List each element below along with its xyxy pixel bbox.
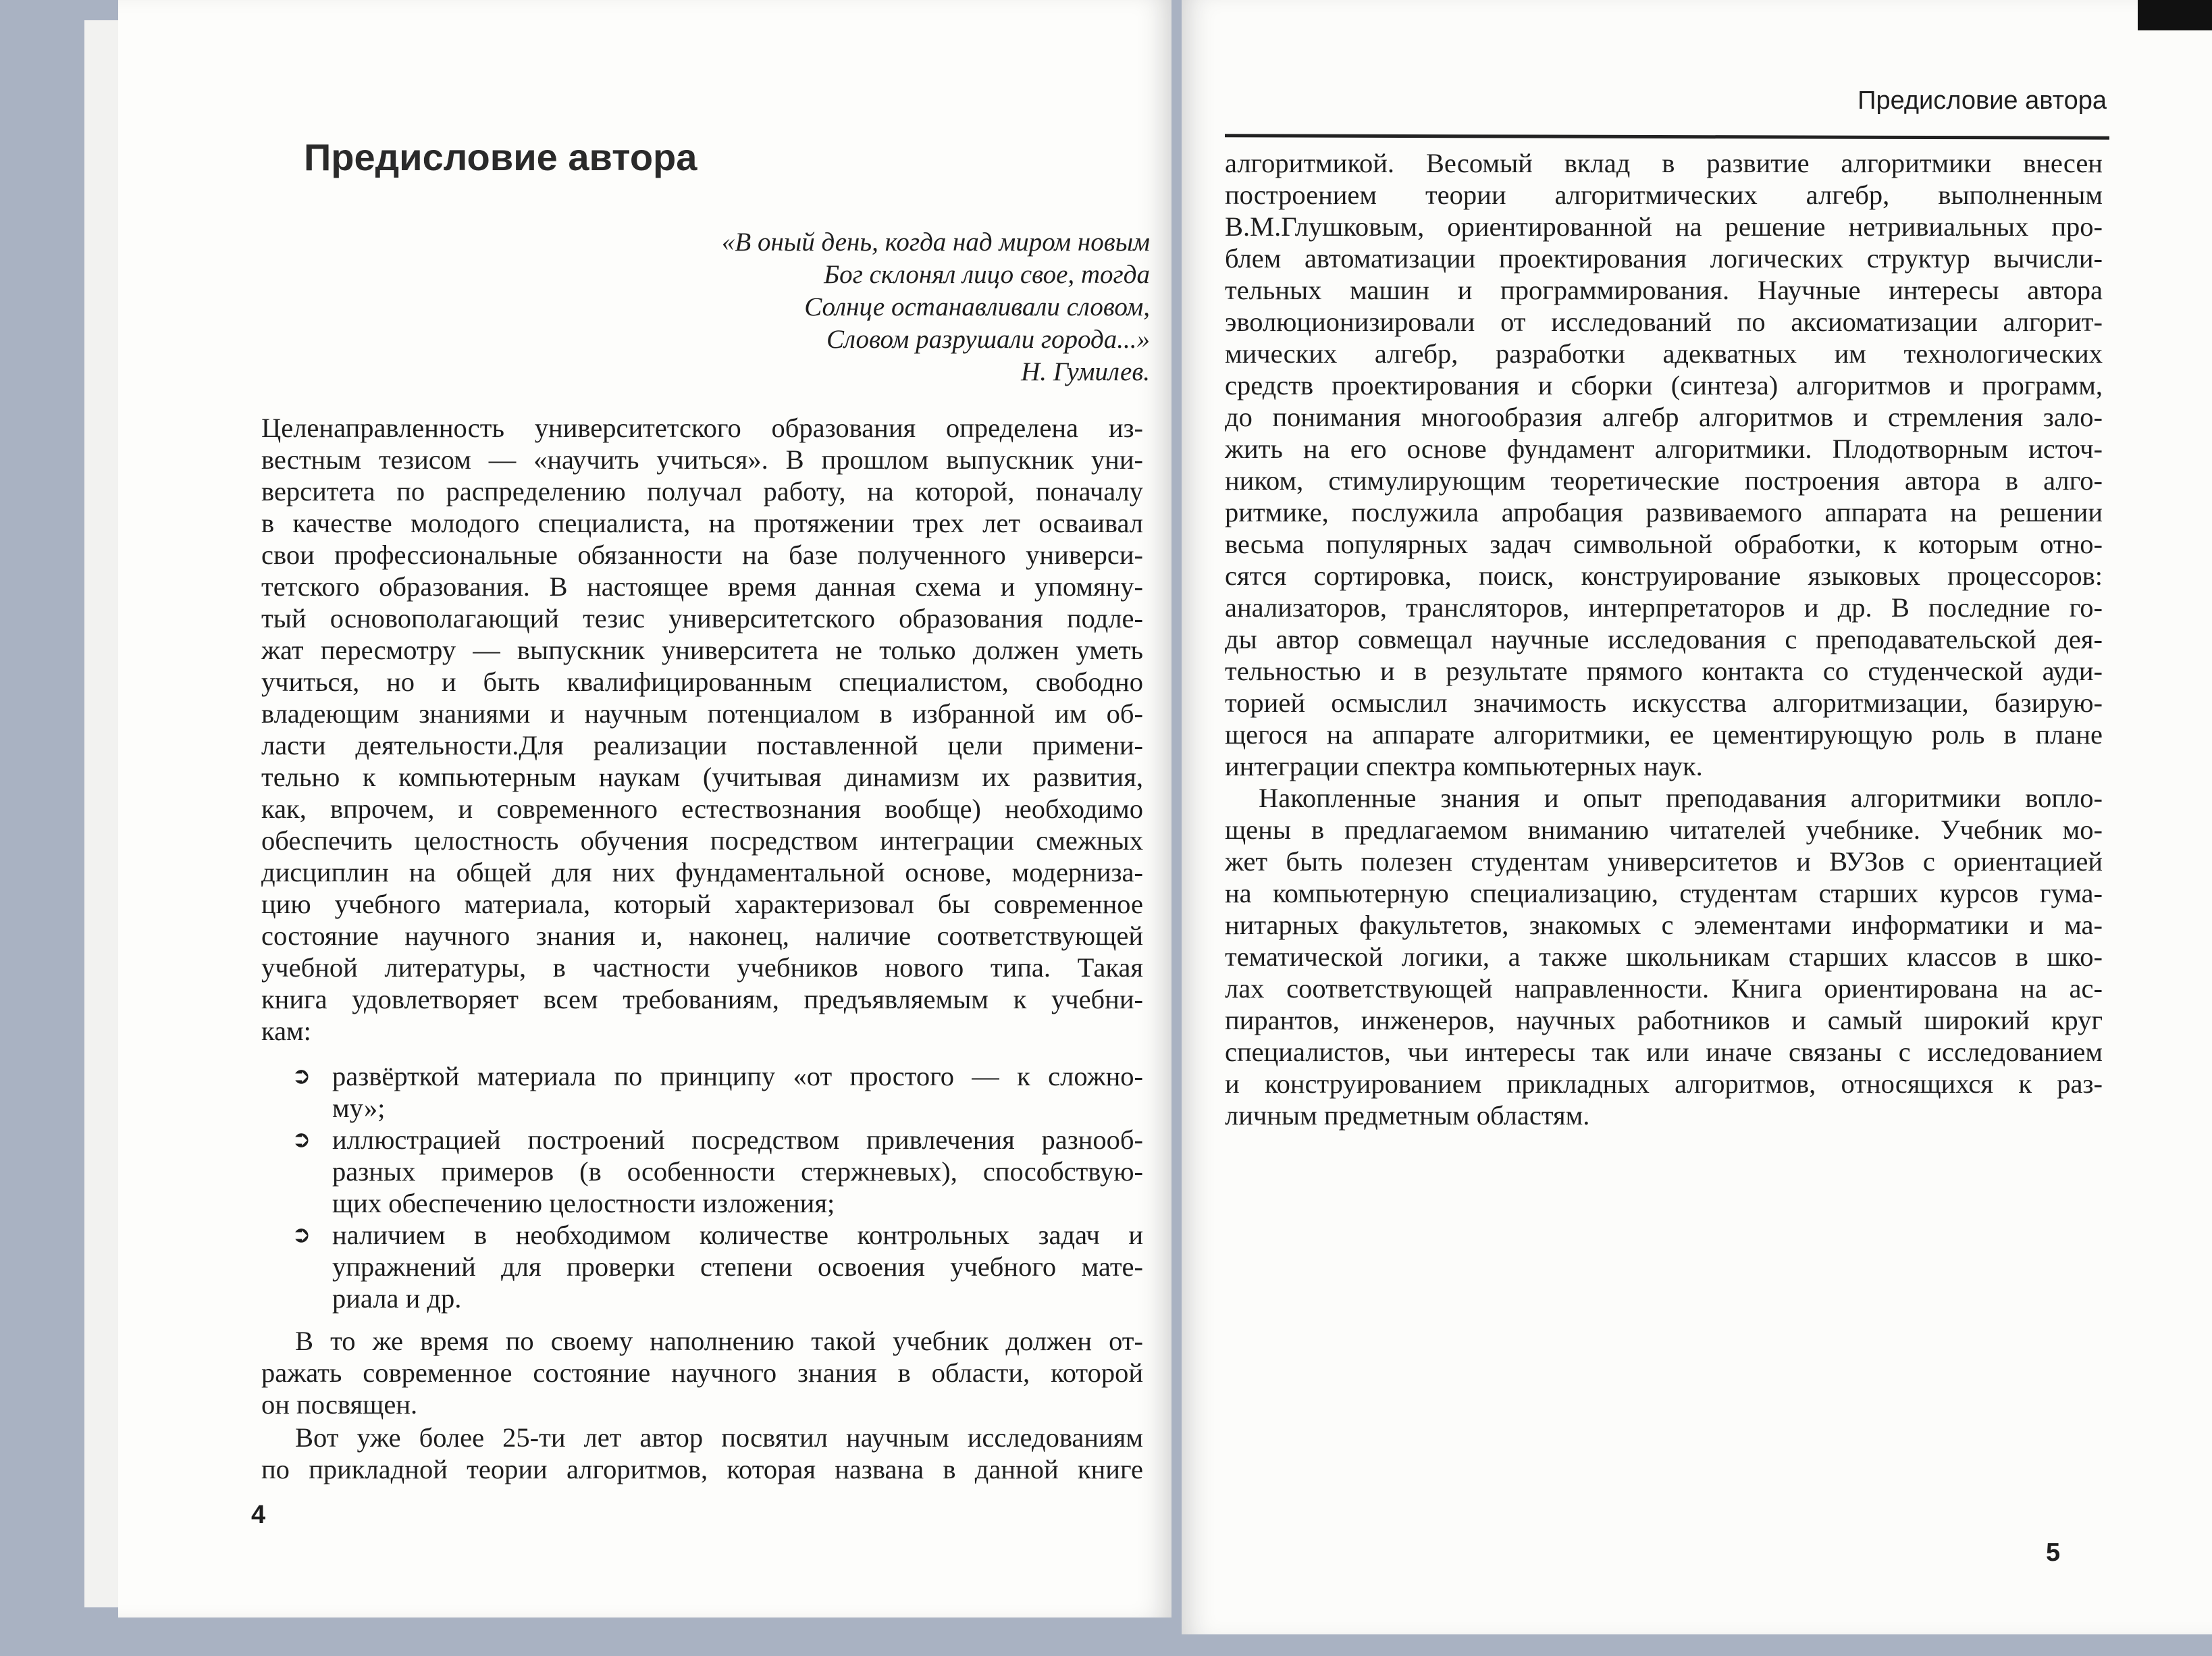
text-line: лах соответствующей направленности. Книга ориентирована на ас-	[1225, 973, 2103, 1004]
running-head: Предисловие автора	[1858, 86, 2107, 115]
text-line: до понимания многообразия алгебр алгоритмов и стремления зало-	[1225, 402, 2103, 432]
text-line: как, впрочем, и современного естествознания вообще) необходимо	[261, 794, 1143, 824]
text-line: вестным тезисом — «научить учиться». В прошлом выпускник уни-	[261, 444, 1143, 475]
text-line: тельностью и в результате прямого контакта со студенческой ауди-	[1225, 656, 2103, 686]
text-line: тетского образования. В настоящее время данная схема и упомяну-	[261, 571, 1143, 602]
scan-corner	[2138, 0, 2212, 30]
arrow-circle-icon: ➲	[292, 1062, 311, 1089]
paragraph	[261, 1325, 1143, 1420]
text-line: личным предметным областям.	[1225, 1100, 1590, 1131]
epigraph-line: Солнце останавливали словом,	[804, 292, 1150, 321]
text-line: он посвящен.	[261, 1389, 418, 1420]
bullet-item	[261, 1124, 1143, 1219]
text-line: разных примеров (в особенности стержневых), способствую-	[332, 1156, 1143, 1187]
epigraph-line: Словом разрушали города...»	[826, 325, 1150, 354]
text-line: специалистов, чьи интересы так или иначе связаны с исследованием	[1225, 1037, 2103, 1067]
text-line: жить на его основе фундамент алгоритмики. Плодотворным источ-	[1225, 434, 2103, 464]
text-line: нитарных факультетов, знакомых с элементами информатики и ма-	[1225, 910, 2103, 940]
text-line: ласти деятельности.Для реализации поставленной цели примени-	[261, 730, 1143, 760]
epigraph-line: Бог склонял лицо свое, тогда	[824, 260, 1150, 289]
text-line: верситета по распределению получал работу, на которой, поначалу	[261, 476, 1143, 507]
text-line: Накопленные знания и опыт преподавания алгоритмики вопло-	[1259, 783, 2103, 813]
text-line: пирантов, инженеров, научных работников и самый широкий круг	[1225, 1005, 2103, 1035]
paragraph	[261, 1422, 1143, 1485]
text-line: дисциплин на общей для них фундаментальной основе, модерниза-	[261, 857, 1143, 887]
text-line: иллюстрацией построений посредством привлечения разнооб-	[332, 1124, 1143, 1155]
text-line: наличием в необходимом количестве контрольных задач и	[332, 1220, 1143, 1250]
text-line: Целенаправленность университетского образования определена из-	[261, 413, 1143, 443]
text-line: тельных машин и программирования. Научные интересы автора	[1225, 275, 2103, 305]
text-line: Вот уже более 25-ти лет автор посвятил научным исследованиям	[295, 1422, 1143, 1453]
text-line: му»;	[332, 1093, 386, 1123]
text-line: тематической логики, а также школьникам старших классов в шко-	[1225, 941, 2103, 972]
text-line: щегося на аппарате алгоритмики, ее цементирующую роль в плане	[1225, 719, 2103, 750]
text-line: обеспечить целостность обучения посредством интеграции смежных	[261, 825, 1143, 856]
paragraph	[332, 1219, 1143, 1314]
text-line: ды автор совмещал научные исследования с преподавательской дея-	[1225, 624, 2103, 654]
text-line: ритмике, послужила апробация развиваемого аппарата на решении	[1225, 497, 2103, 527]
paragraph	[261, 412, 1143, 1047]
text-line: сятся сортировка, поиск, конструирование языковых процессоров:	[1225, 561, 2103, 591]
text-line: средств проектирования и сборки (синтеза) алгоритмов и программ,	[1225, 370, 2103, 400]
text-line: цию учебного материала, который характеризовал бы современное	[261, 889, 1143, 919]
paragraph	[1225, 782, 2103, 1131]
text-line: состояние научного знания и, наконец, наличие соответствующей	[261, 921, 1143, 951]
page-number-right: 5	[2046, 1538, 2061, 1567]
text-line: мических алгебр, разработки адекватных им технологических	[1225, 338, 2103, 369]
text-line: упражнений для проверки степени освоения учебного мате-	[332, 1251, 1143, 1282]
text-line: анализаторов, трансляторов, интерпретаторов и др. В последние го-	[1225, 592, 2103, 623]
text-line: В.М.Глушковым, ориентированной на решение нетривиальных про-	[1225, 211, 2103, 242]
epigraph-line: «В оный день, когда над миром новым	[721, 228, 1150, 257]
right-text-column	[1225, 147, 2103, 1131]
epigraph	[722, 226, 1150, 388]
text-line: ником, стимулирующим теоретические построения автора в алго-	[1225, 465, 2103, 496]
text-line: в качестве молодого специалиста, на протяжении трех лет осваивал	[261, 508, 1143, 538]
text-line: торией осмыслил значимость искусства алгоритмизации, базирую-	[1225, 688, 2103, 718]
text-line: щих обеспечению целостности изложения;	[332, 1188, 835, 1218]
text-line: В то же время по своему наполнению такой учебник должен от-	[295, 1326, 1143, 1356]
bullet-list	[261, 1060, 1143, 1314]
text-line: тельно к компьютерным наукам (учитывая динамизм их развития,	[261, 762, 1143, 792]
text-line: блем автоматизации проектирования логических структур вычисли-	[1225, 243, 2103, 274]
text-line: алгоритмикой. Весомый вклад в развитие алгоритмики внесен	[1225, 148, 2103, 178]
text-line: учебной литературы, в частности учебников нового типа. Такая	[261, 952, 1143, 983]
text-line: жет быть полезен студентам университетов и ВУЗов с ориентацией	[1225, 846, 2103, 877]
bullet-item	[261, 1060, 1143, 1124]
text-line: ражать современное состояние научного знания в области, которой	[261, 1357, 1143, 1388]
text-line: тый основополагающий тезис университетского образования подле-	[261, 603, 1143, 633]
text-line: интеграции спектра компьютерных наук.	[1225, 751, 1703, 781]
text-line: риала и др.	[332, 1283, 462, 1314]
left-text-column	[261, 412, 1143, 1485]
text-line: на компьютерную специализацию, студентам старших курсов гума-	[1225, 878, 2103, 908]
epigraph-author: Н. Гумилев.	[1021, 357, 1150, 386]
page-title: Предисловие автора	[304, 136, 697, 178]
text-line: учиться, но и быть квалифицированным специалистом, свободно	[261, 667, 1143, 697]
text-line: и конструированием прикладных алгоритмов, относящихся к раз-	[1225, 1068, 2103, 1099]
text-line: развёрткой материала по принципу «от простого — к сложно-	[332, 1061, 1143, 1091]
text-line: эволюционизировали от исследований по аксиоматизации алгорит-	[1225, 307, 2103, 337]
text-line: владеющим знаниями и научным потенциалом в избранной им об-	[261, 698, 1143, 729]
text-line: щены в предлагаемом вниманию читателей учебнике. Учебник мо-	[1225, 814, 2103, 845]
arrow-circle-icon: ➲	[292, 1221, 311, 1248]
text-line: построением теории алгоритмических алгебр, выполненным	[1225, 180, 2103, 210]
bullet-item	[261, 1219, 1143, 1314]
text-line: книга удовлетворяет всем требованиям, предъявляемым к учебни-	[261, 984, 1143, 1014]
paragraph	[332, 1060, 1143, 1124]
text-line: по прикладной теории алгоритмов, которая названа в данной книге	[261, 1454, 1143, 1484]
text-line: кам:	[261, 1016, 311, 1046]
text-line: свои профессиональные обязанности на базе полученного универси-	[261, 540, 1143, 570]
arrow-circle-icon: ➲	[292, 1126, 311, 1153]
paragraph	[1225, 147, 2103, 782]
text-line: весьма популярных задач символьной обработки, к которым отно-	[1225, 529, 2103, 559]
page-number-left: 4	[251, 1501, 266, 1529]
paragraph	[332, 1124, 1143, 1219]
text-line: жат пересмотру — выпускник университета не только должен уметь	[261, 635, 1143, 665]
